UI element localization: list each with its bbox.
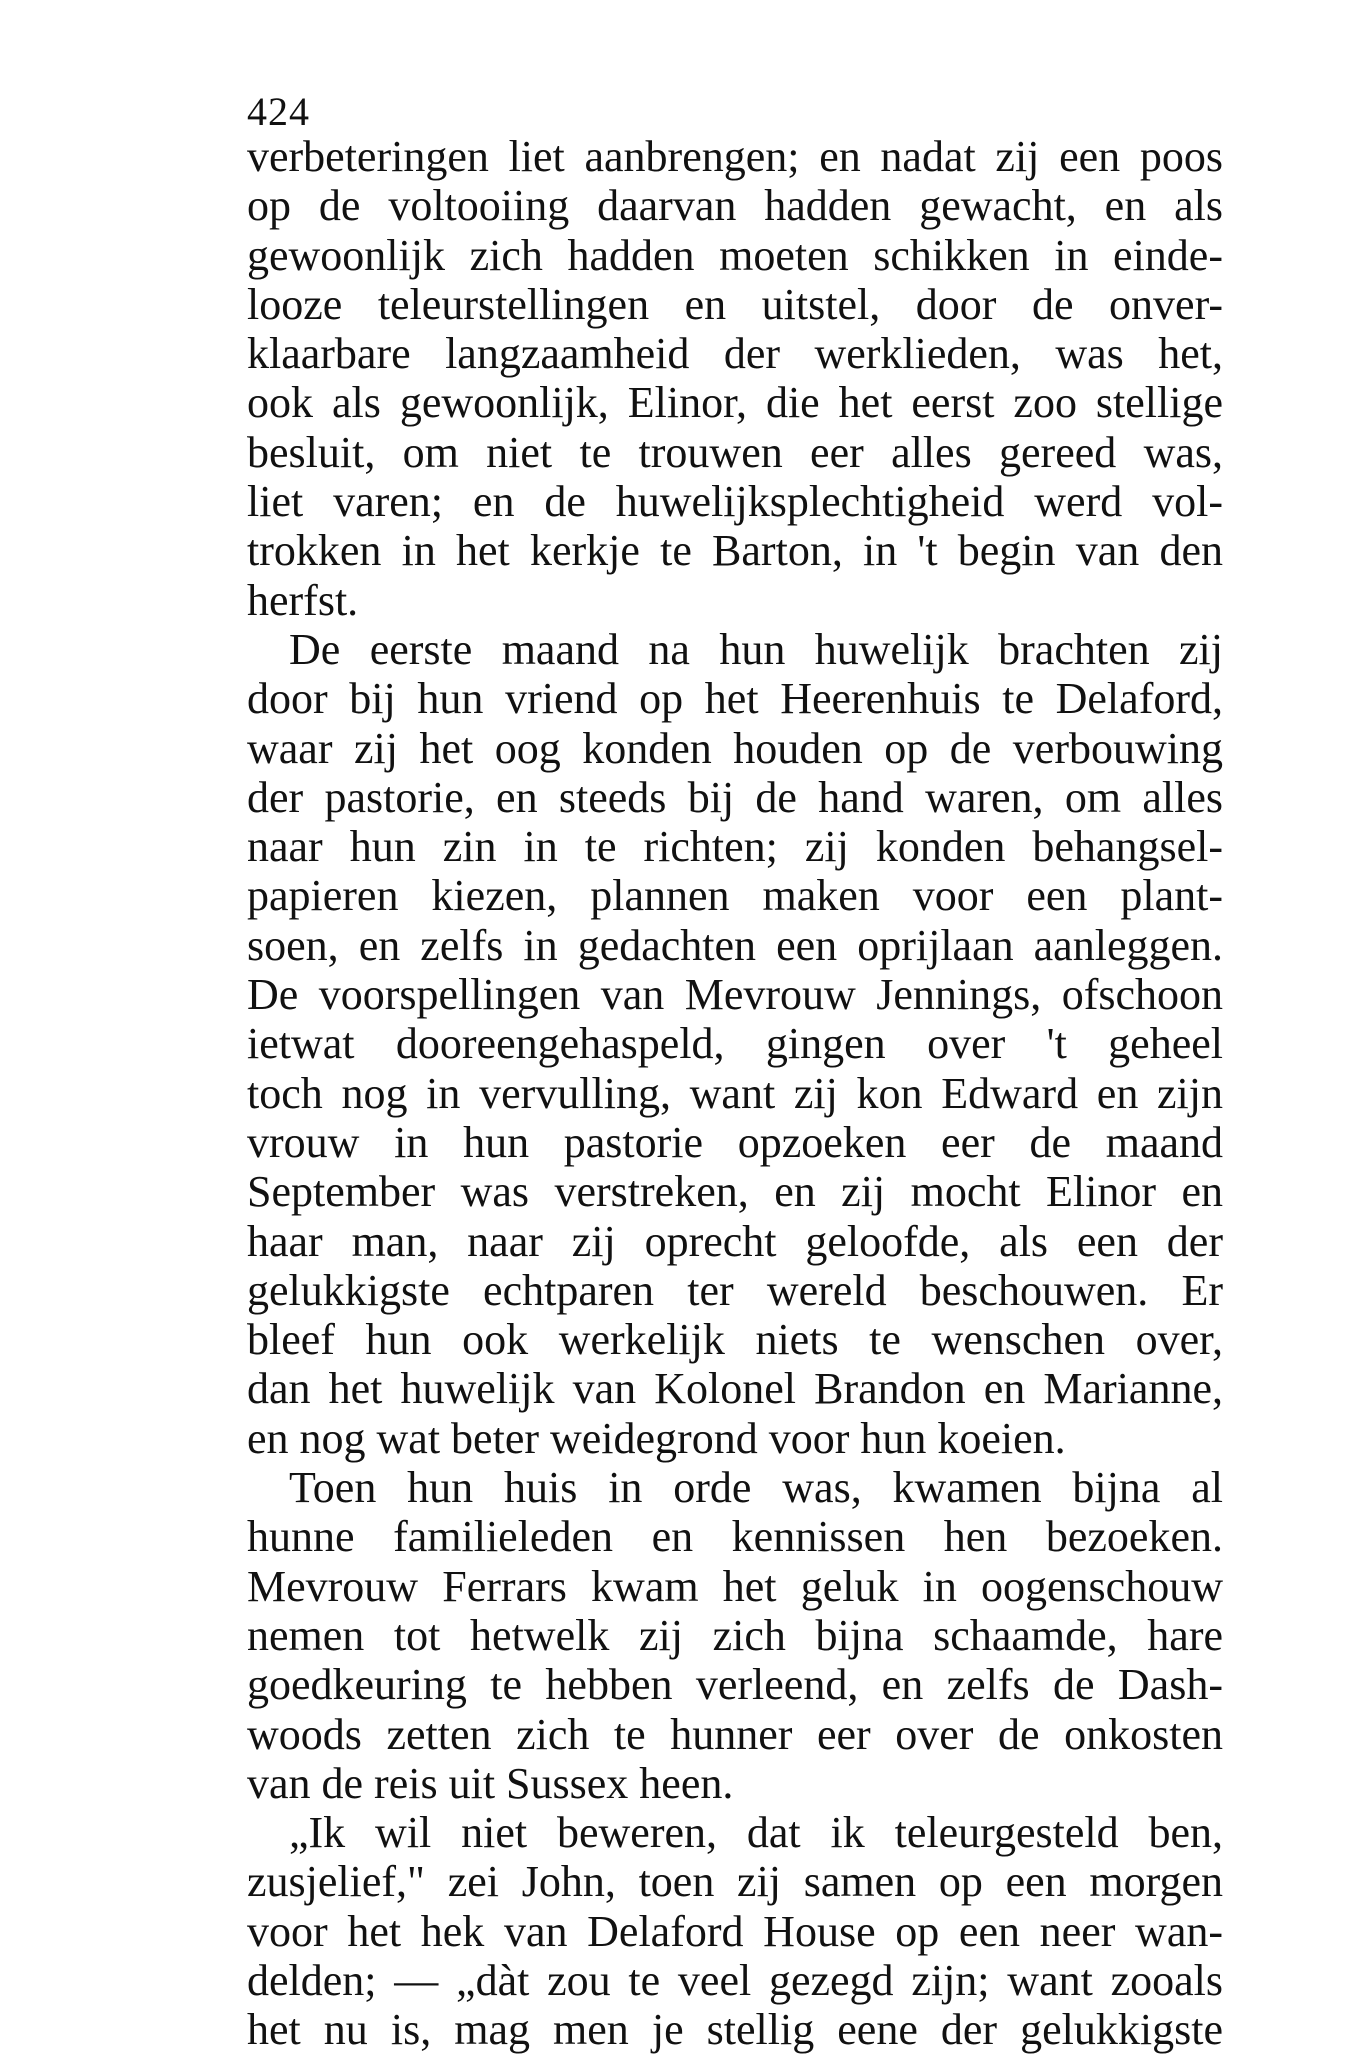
text-line: haar man, naar zij oprecht geloofde, als een der xyxy=(247,1216,1223,1266)
text-line: Mevrouw Ferrars kwam het geluk in oogenschouw xyxy=(247,1561,1223,1611)
text-line: door bij hun vriend op het Heerenhuis te Delaford, xyxy=(247,674,1223,724)
text-line: toch nog in vervulling, want zij kon Edward en zijn xyxy=(247,1068,1223,1118)
text-line: vrouw in hun pastorie opzoeken eer de maand xyxy=(247,1117,1223,1167)
text-line: herfst. xyxy=(247,575,359,625)
text-line: „Ik wil niet beweren, dat ik teleurgesteld ben, xyxy=(289,1808,1223,1858)
text-line: van de reis uit Sussex heen. xyxy=(247,1758,734,1808)
text-line: en nog wat beter weidegrond voor hun koeien. xyxy=(247,1413,1066,1463)
text-line: het nu is, mag men je stellig eene der gelukkigste xyxy=(247,2005,1223,2055)
text-line: woods zetten zich te hunner eer over de onkosten xyxy=(247,1709,1223,1759)
text-line: gelukkigste echtparen ter wereld beschouwen. Er xyxy=(247,1265,1223,1315)
text-line: gewoonlijk zich hadden moeten schikken in einde- xyxy=(247,230,1223,280)
text-line: ietwat dooreengehaspeld, gingen over 't geheel xyxy=(247,1019,1223,1069)
text-line: papieren kiezen, plannen maken voor een plant- xyxy=(247,871,1223,921)
text-line: hunne familieleden en kennissen hen bezoeken. xyxy=(247,1512,1223,1562)
text-line: zusjelief," zei John, toen zij samen op een morgen xyxy=(247,1857,1223,1907)
text-line: soen, en zelfs in gedachten een oprijlaan aanleggen. xyxy=(247,920,1223,970)
text-line: De voorspellingen van Mevrouw Jennings, ofschoon xyxy=(247,970,1223,1020)
text-line: nemen tot hetwelk zij zich bijna schaamde, hare xyxy=(247,1610,1223,1660)
text-line: De eerste maand na hun huwelijk brachten zij xyxy=(289,624,1223,674)
text-line: dan het huwelijk van Kolonel Brandon en Marianne, xyxy=(247,1364,1223,1414)
text-line: Toen hun huis in orde was, kwamen bijna al xyxy=(289,1463,1223,1513)
text-line: liet varen; en de huwelijksplechtigheid werd vol- xyxy=(247,477,1223,527)
text-line: der pastorie, en steeds bij de hand waren, om alles xyxy=(247,772,1223,822)
text-line: goedkeuring te hebben verleend, en zelfs de Dash- xyxy=(247,1660,1223,1710)
page-number: 424 xyxy=(247,89,310,134)
text-line: naar hun zin in te richten; zij konden behangsel- xyxy=(247,822,1223,872)
text-line: klaarbare langzaamheid der werklieden, was het, xyxy=(247,329,1223,379)
text-line: voor het hek van Delaford House op een neer wan- xyxy=(247,1906,1223,1956)
text-line: op de voltooiing daarvan hadden gewacht, en als xyxy=(247,181,1223,231)
text-line: ook als gewoonlijk, Elinor, die het eerst zoo stellige xyxy=(247,378,1223,428)
text-line: verbeteringen liet aanbrengen; en nadat zij een poos xyxy=(247,132,1223,181)
text-line: trokken in het kerkje te Barton, in 't begin van den xyxy=(247,526,1223,576)
text-line: besluit, om niet te trouwen eer alles gereed was, xyxy=(247,427,1223,477)
text-line: waar zij het oog konden houden op de verbouwing xyxy=(247,723,1223,773)
text-line: September was verstreken, en zij mocht Elinor en xyxy=(247,1167,1223,1217)
text-line: bleef hun ook werkelijk niets te wenschen over, xyxy=(247,1315,1223,1365)
text-line: looze teleurstellingen en uitstel, door de onver- xyxy=(247,279,1223,329)
body-text xyxy=(247,132,1223,2055)
text-line: delden; — „dàt zou te veel gezegd zijn; want zooals xyxy=(247,1955,1223,2005)
